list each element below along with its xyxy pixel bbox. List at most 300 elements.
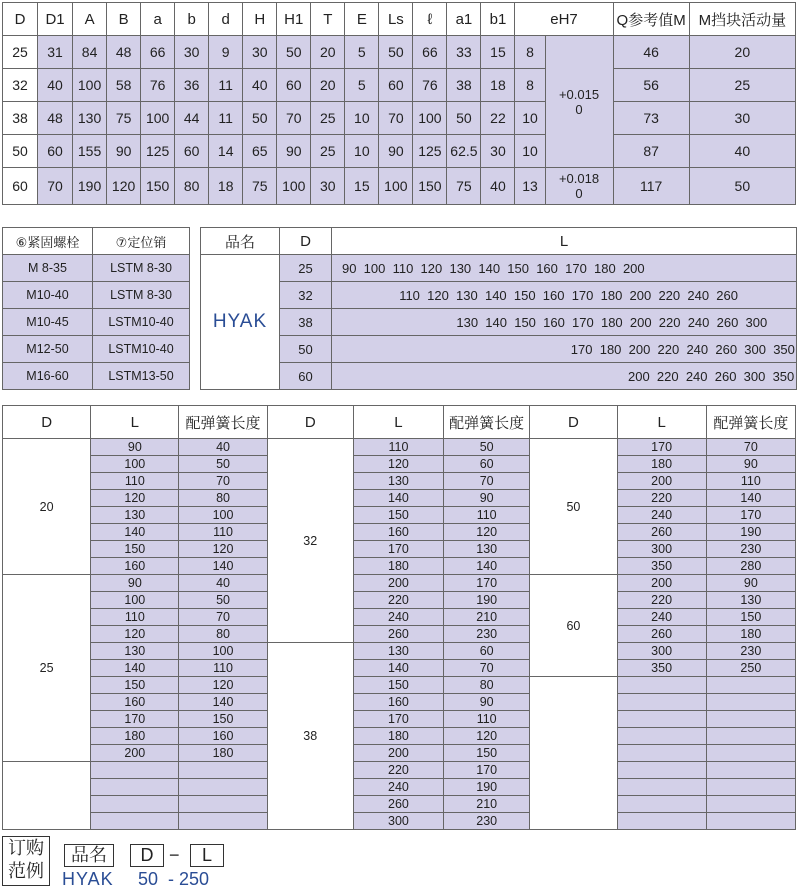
- spring-length-cell: 230: [444, 813, 530, 830]
- spring-row: [3, 541, 796, 558]
- screw-cell: LSTM 8-30: [93, 282, 190, 309]
- spring-length-cell: 60: [444, 456, 530, 473]
- spring-length-cell: 150: [706, 609, 795, 626]
- spring-l-cell: 220: [617, 592, 706, 609]
- screw-cell: LSTM 8-30: [93, 255, 190, 282]
- spring-empty-cell: [91, 796, 179, 813]
- spring-length-cell: 150: [444, 745, 530, 762]
- spring-l-cell: 240: [617, 507, 706, 524]
- spring-row: [3, 592, 796, 609]
- spring-empty-cell: [706, 762, 795, 779]
- spec-cell: 84: [73, 36, 107, 69]
- spring-empty-cell: [179, 796, 267, 813]
- spring-l-cell: 200: [91, 745, 179, 762]
- screw-cell: LSTM10-40: [93, 309, 190, 336]
- spring-header-cell: 配弹簧长度: [179, 406, 267, 439]
- spec-cell: 30: [175, 36, 209, 69]
- spring-empty-d-cell: [3, 762, 91, 830]
- screw-row: [3, 255, 190, 282]
- spring-length-cell: 40: [179, 575, 267, 592]
- spec-header-cell: D1: [38, 3, 73, 36]
- order-label-top: 订购: [8, 838, 44, 858]
- spring-length-cell: 180: [179, 745, 267, 762]
- spring-length-cell: 100: [179, 643, 267, 660]
- spring-header-cell: L: [617, 406, 706, 439]
- q-value-cell: 73: [613, 102, 689, 135]
- length-row: [201, 336, 797, 363]
- spring-row: [3, 660, 796, 677]
- spring-d-cell: 38: [267, 643, 353, 830]
- spring-empty-cell: [706, 813, 795, 830]
- length-row: [201, 282, 797, 309]
- spec-header-row: [3, 3, 796, 36]
- tolerance-upper: +0.015: [558, 86, 600, 102]
- length-row: [201, 255, 797, 282]
- spec-cell: 130: [73, 102, 107, 135]
- screw-row: [3, 336, 190, 363]
- spring-length-cell: 190: [706, 524, 795, 541]
- tolerance-upper: +0.018: [558, 171, 600, 186]
- spring-length-cell: 110: [444, 507, 530, 524]
- spec-cell: 190: [73, 168, 107, 205]
- spec-cell: 32: [3, 69, 38, 102]
- screw-cell: LSTM10-40: [93, 336, 190, 363]
- spring-length-cell: 120: [444, 728, 530, 745]
- screw-header-cell: ⑦定位销: [93, 228, 190, 255]
- screw-cell: M12-50: [3, 336, 93, 363]
- spring-l-cell: 170: [91, 711, 179, 728]
- spec-cell: 48: [38, 102, 73, 135]
- screw-row: [3, 282, 190, 309]
- spring-row: [3, 796, 796, 813]
- spring-l-cell: 110: [91, 609, 179, 626]
- spring-length-cell: 70: [179, 473, 267, 490]
- spec-cell: 30: [311, 168, 345, 205]
- spring-l-cell: 260: [617, 626, 706, 643]
- screw-cell: M16-60: [3, 363, 93, 390]
- spring-length-cell: 170: [706, 507, 795, 524]
- spring-length-cell: 210: [444, 796, 530, 813]
- tolerance-lower: 0: [575, 101, 583, 117]
- spring-empty-cell: [706, 728, 795, 745]
- spec-cell: 155: [73, 135, 107, 168]
- spring-row: [3, 507, 796, 524]
- spring-row: [3, 813, 796, 830]
- spec-cell: 15: [345, 168, 379, 205]
- spec-cell: 120: [107, 168, 141, 205]
- spring-length-cell: 140: [179, 694, 267, 711]
- spring-length-cell: 210: [444, 609, 530, 626]
- spec-cell: 125: [413, 135, 447, 168]
- spec-cell: 76: [141, 69, 175, 102]
- spring-row: [3, 711, 796, 728]
- q-value-cell: 46: [613, 36, 689, 69]
- spec-cell: 38: [3, 102, 38, 135]
- spring-l-cell: 180: [91, 728, 179, 745]
- spec-header-cell: D: [3, 3, 38, 36]
- spring-length-cell: 50: [444, 439, 530, 456]
- spring-row: [3, 643, 796, 660]
- spring-d-cell: 25: [3, 575, 91, 762]
- spring-empty-cell: [91, 813, 179, 830]
- spring-l-cell: 90: [91, 439, 179, 456]
- spec-header-cell: Q参考值M: [613, 3, 689, 36]
- spring-empty-cell: [617, 694, 706, 711]
- spring-l-cell: 200: [617, 473, 706, 490]
- spring-l-cell: 350: [617, 660, 706, 677]
- spec-cell: 38: [447, 69, 481, 102]
- spring-l-cell: 150: [353, 507, 443, 524]
- spec-cell: 18: [209, 168, 243, 205]
- spring-empty-cell: [617, 677, 706, 694]
- spec-cell: 65: [243, 135, 277, 168]
- spring-header-cell: L: [353, 406, 443, 439]
- spec-cell: 60: [277, 69, 311, 102]
- spec-cell: 66: [413, 36, 447, 69]
- spec-cell: 8: [515, 69, 545, 102]
- spec-cell: 75: [243, 168, 277, 205]
- spec-cell: 58: [107, 69, 141, 102]
- spec-header-cell: eH7: [515, 3, 613, 36]
- spec-row: [3, 69, 796, 102]
- spec-cell: 30: [243, 36, 277, 69]
- spring-empty-cell: [617, 796, 706, 813]
- spring-length-cell: 130: [444, 541, 530, 558]
- length-l-cell: [332, 309, 797, 336]
- spring-length-cell: 250: [706, 660, 795, 677]
- spec-header-cell: A: [73, 3, 107, 36]
- tolerance-cell: [545, 168, 613, 205]
- spring-header-cell: 配弹簧长度: [444, 406, 530, 439]
- spec-header-cell: E: [345, 3, 379, 36]
- spec-cell: 22: [481, 102, 515, 135]
- spring-l-cell: 200: [353, 575, 443, 592]
- length-header-cell: L: [332, 228, 797, 255]
- length-d-cell: 38: [280, 309, 332, 336]
- length-l-values: 110 120 130 140 150 160 170 180 200 220 240 260: [399, 287, 738, 303]
- spring-l-cell: 350: [617, 558, 706, 575]
- spring-l-cell: 140: [353, 490, 443, 507]
- spec-row: [3, 36, 796, 69]
- spring-l-cell: 220: [617, 490, 706, 507]
- spec-cell: 20: [311, 36, 345, 69]
- screw-table: [2, 227, 190, 390]
- spring-l-cell: 150: [91, 541, 179, 558]
- spec-cell: 60: [175, 135, 209, 168]
- length-l-cell: [332, 363, 797, 390]
- spring-row: [3, 575, 796, 592]
- spring-empty-cell: [91, 779, 179, 796]
- spec-cell: 76: [413, 69, 447, 102]
- spring-l-cell: 260: [353, 796, 443, 813]
- spring-length-cell: 90: [706, 456, 795, 473]
- spec-cell: 50: [379, 36, 413, 69]
- spring-header-cell: D: [267, 406, 353, 439]
- spec-cell: 100: [277, 168, 311, 205]
- spec-cell: 25: [3, 36, 38, 69]
- spring-length-cell: 90: [444, 694, 530, 711]
- spring-d-cell: 20: [3, 439, 91, 575]
- spring-row: [3, 490, 796, 507]
- spec-cell: 31: [38, 36, 73, 69]
- spring-length-cell: 230: [706, 643, 795, 660]
- spec-cell: 50: [243, 102, 277, 135]
- spec-cell: 60: [379, 69, 413, 102]
- spring-l-cell: 240: [617, 609, 706, 626]
- spec-cell: 11: [209, 69, 243, 102]
- screw-cell: LSTM13-50: [93, 363, 190, 390]
- spring-empty-cell: [706, 694, 795, 711]
- spec-cell: 80: [175, 168, 209, 205]
- spec-cell: 10: [345, 102, 379, 135]
- spec-cell: 14: [209, 135, 243, 168]
- spring-l-cell: 150: [91, 677, 179, 694]
- spring-row: [3, 677, 796, 694]
- spring-length-cell: 110: [179, 660, 267, 677]
- spring-row: [3, 762, 796, 779]
- spec-row: [3, 135, 796, 168]
- spec-cell: 36: [175, 69, 209, 102]
- spring-header-cell: 配弹簧长度: [706, 406, 795, 439]
- spring-length-cell: 110: [706, 473, 795, 490]
- length-d-cell: 60: [280, 363, 332, 390]
- m-value-cell: 30: [689, 102, 795, 135]
- spec-cell: 18: [481, 69, 515, 102]
- spring-l-cell: 130: [353, 643, 443, 660]
- length-l-values: 170 180 200 220 240 260 300 350: [570, 341, 795, 357]
- order-l-box: L: [190, 844, 224, 867]
- spec-header-cell: Ls: [379, 3, 413, 36]
- spec-header-cell: a: [141, 3, 175, 36]
- spring-length-cell: 120: [179, 677, 267, 694]
- length-l-values: 200 220 240 260 300 350: [628, 368, 795, 384]
- spring-empty-cell: [617, 745, 706, 762]
- spring-l-cell: 300: [617, 643, 706, 660]
- q-value-cell: 117: [613, 168, 689, 205]
- spring-length-cell: 140: [444, 558, 530, 575]
- spring-row: [3, 609, 796, 626]
- spring-row: [3, 694, 796, 711]
- spring-l-cell: 160: [91, 694, 179, 711]
- spring-length-cell: 80: [444, 677, 530, 694]
- spec-cell: 125: [141, 135, 175, 168]
- spec-cell: 90: [277, 135, 311, 168]
- spec-cell: 40: [243, 69, 277, 102]
- spec-cell: 40: [38, 69, 73, 102]
- spring-l-cell: 110: [91, 473, 179, 490]
- spring-l-cell: 160: [353, 694, 443, 711]
- spec-cell: 75: [447, 168, 481, 205]
- spec-cell: 100: [413, 102, 447, 135]
- spring-empty-cell: [617, 762, 706, 779]
- spec-row: [3, 168, 796, 205]
- spring-l-cell: 180: [353, 728, 443, 745]
- spring-l-cell: 170: [617, 439, 706, 456]
- spring-l-cell: 300: [353, 813, 443, 830]
- spring-l-cell: 130: [91, 643, 179, 660]
- spec-cell: 50: [3, 135, 38, 168]
- spring-length-cell: 80: [179, 490, 267, 507]
- spec-cell: 8: [515, 36, 545, 69]
- spring-length-cell: 60: [444, 643, 530, 660]
- spring-l-cell: 260: [353, 626, 443, 643]
- spring-row: [3, 558, 796, 575]
- spring-empty-cell: [706, 677, 795, 694]
- screw-cell: M10-45: [3, 309, 93, 336]
- spring-l-cell: 120: [91, 626, 179, 643]
- spring-l-cell: 130: [353, 473, 443, 490]
- spring-row: [3, 524, 796, 541]
- spring-row: [3, 439, 796, 456]
- length-header-row: [201, 228, 797, 255]
- spec-header-cell: b: [175, 3, 209, 36]
- spring-d-cell: 60: [530, 575, 617, 677]
- spring-row: [3, 728, 796, 745]
- spec-header-cell: T: [311, 3, 345, 36]
- spring-length-cell: 230: [444, 626, 530, 643]
- spring-l-cell: 110: [353, 439, 443, 456]
- spring-length-cell: 90: [444, 490, 530, 507]
- spring-l-cell: 160: [353, 524, 443, 541]
- length-l-cell: [332, 282, 797, 309]
- spring-length-cell: 70: [179, 609, 267, 626]
- spec-cell: 60: [38, 135, 73, 168]
- spec-cell: 100: [73, 69, 107, 102]
- spring-empty-cell: [179, 762, 267, 779]
- order-example-value: 50 - 250: [138, 869, 210, 889]
- q-value-cell: 56: [613, 69, 689, 102]
- spec-cell: 10: [345, 135, 379, 168]
- spring-length-cell: 280: [706, 558, 795, 575]
- spec-cell: 100: [141, 102, 175, 135]
- spring-row: [3, 456, 796, 473]
- product-name: HYAK: [201, 255, 280, 390]
- length-d-cell: 50: [280, 336, 332, 363]
- spring-l-cell: 220: [353, 762, 443, 779]
- spec-cell: 20: [311, 69, 345, 102]
- tolerance-lower: 0: [575, 186, 583, 201]
- spring-table: [2, 405, 796, 830]
- m-value-cell: 50: [689, 168, 795, 205]
- spring-l-cell: 150: [353, 677, 443, 694]
- screw-cell: M10-40: [3, 282, 93, 309]
- spring-l-cell: 300: [617, 541, 706, 558]
- spring-l-cell: 100: [91, 592, 179, 609]
- spec-header-cell: ℓ: [413, 3, 447, 36]
- screw-row: [3, 309, 190, 336]
- spec-cell: 33: [447, 36, 481, 69]
- spring-empty-cell: [617, 711, 706, 728]
- spring-empty-cell: [179, 779, 267, 796]
- spec-cell: 62.5: [447, 135, 481, 168]
- spring-empty-d-cell: [530, 677, 617, 830]
- spec-cell: 30: [481, 135, 515, 168]
- spring-l-cell: 100: [91, 456, 179, 473]
- spec-cell: 60: [3, 168, 38, 205]
- spring-l-cell: 240: [353, 609, 443, 626]
- screw-header-cell: ⑥紧固螺栓: [3, 228, 93, 255]
- spring-length-cell: 110: [179, 524, 267, 541]
- spring-empty-cell: [706, 745, 795, 762]
- m-value-cell: 40: [689, 135, 795, 168]
- spring-l-cell: 120: [353, 456, 443, 473]
- spec-cell: 5: [345, 69, 379, 102]
- spring-length-cell: 70: [706, 439, 795, 456]
- spring-empty-cell: [179, 813, 267, 830]
- spring-length-cell: 130: [706, 592, 795, 609]
- spring-d-cell: 50: [530, 439, 617, 575]
- spec-header-cell: b1: [481, 3, 515, 36]
- screw-row: [3, 363, 190, 390]
- order-label-bottom: 范例: [8, 861, 44, 881]
- spring-header-cell: L: [91, 406, 179, 439]
- order-example-name: HYAK: [62, 869, 114, 889]
- spring-row: [3, 779, 796, 796]
- spec-cell: 90: [379, 135, 413, 168]
- spec-header-cell: H1: [277, 3, 311, 36]
- spec-cell: 50: [277, 36, 311, 69]
- spec-cell: 15: [481, 36, 515, 69]
- spring-length-cell: 150: [179, 711, 267, 728]
- spring-header-cell: D: [3, 406, 91, 439]
- spring-l-cell: 240: [353, 779, 443, 796]
- spring-length-cell: 90: [706, 575, 795, 592]
- spring-length-cell: 170: [444, 762, 530, 779]
- tolerance-cell: [545, 36, 613, 168]
- spring-empty-cell: [706, 779, 795, 796]
- screw-header-row: [3, 228, 190, 255]
- spring-length-cell: 50: [179, 592, 267, 609]
- spec-cell: 5: [345, 36, 379, 69]
- spec-header-cell: a1: [447, 3, 481, 36]
- spring-length-cell: 50: [179, 456, 267, 473]
- spring-empty-cell: [91, 762, 179, 779]
- spring-l-cell: 160: [91, 558, 179, 575]
- spring-l-cell: 220: [353, 592, 443, 609]
- length-l-values: 90 100 110 120 130 140 150 160 170 180 200: [342, 260, 645, 276]
- spring-l-cell: 170: [353, 711, 443, 728]
- order-label-box: [2, 836, 50, 886]
- spec-header-cell: d: [209, 3, 243, 36]
- spring-header-cell: D: [530, 406, 617, 439]
- spring-l-cell: 90: [91, 575, 179, 592]
- length-d-cell: 25: [280, 255, 332, 282]
- spec-cell: 25: [311, 102, 345, 135]
- spring-length-cell: 120: [444, 524, 530, 541]
- length-l-cell: [332, 255, 797, 282]
- spec-cell: 10: [515, 135, 545, 168]
- spring-empty-cell: [617, 779, 706, 796]
- spec-cell: 44: [175, 102, 209, 135]
- spring-l-cell: 140: [91, 524, 179, 541]
- spring-l-cell: 180: [617, 456, 706, 473]
- spring-l-cell: 180: [353, 558, 443, 575]
- length-header-cell: 品名: [201, 228, 280, 255]
- spec-cell: 40: [481, 168, 515, 205]
- spring-length-cell: 190: [444, 779, 530, 796]
- spring-l-cell: 200: [617, 575, 706, 592]
- spec-cell: 70: [277, 102, 311, 135]
- order-example: [2, 836, 262, 888]
- spring-length-cell: 70: [444, 473, 530, 490]
- spec-cell: 75: [107, 102, 141, 135]
- m-value-cell: 20: [689, 36, 795, 69]
- spec-cell: 70: [38, 168, 73, 205]
- spring-length-cell: 40: [179, 439, 267, 456]
- spec-cell: 70: [379, 102, 413, 135]
- spring-l-cell: 170: [353, 541, 443, 558]
- spring-row: [3, 626, 796, 643]
